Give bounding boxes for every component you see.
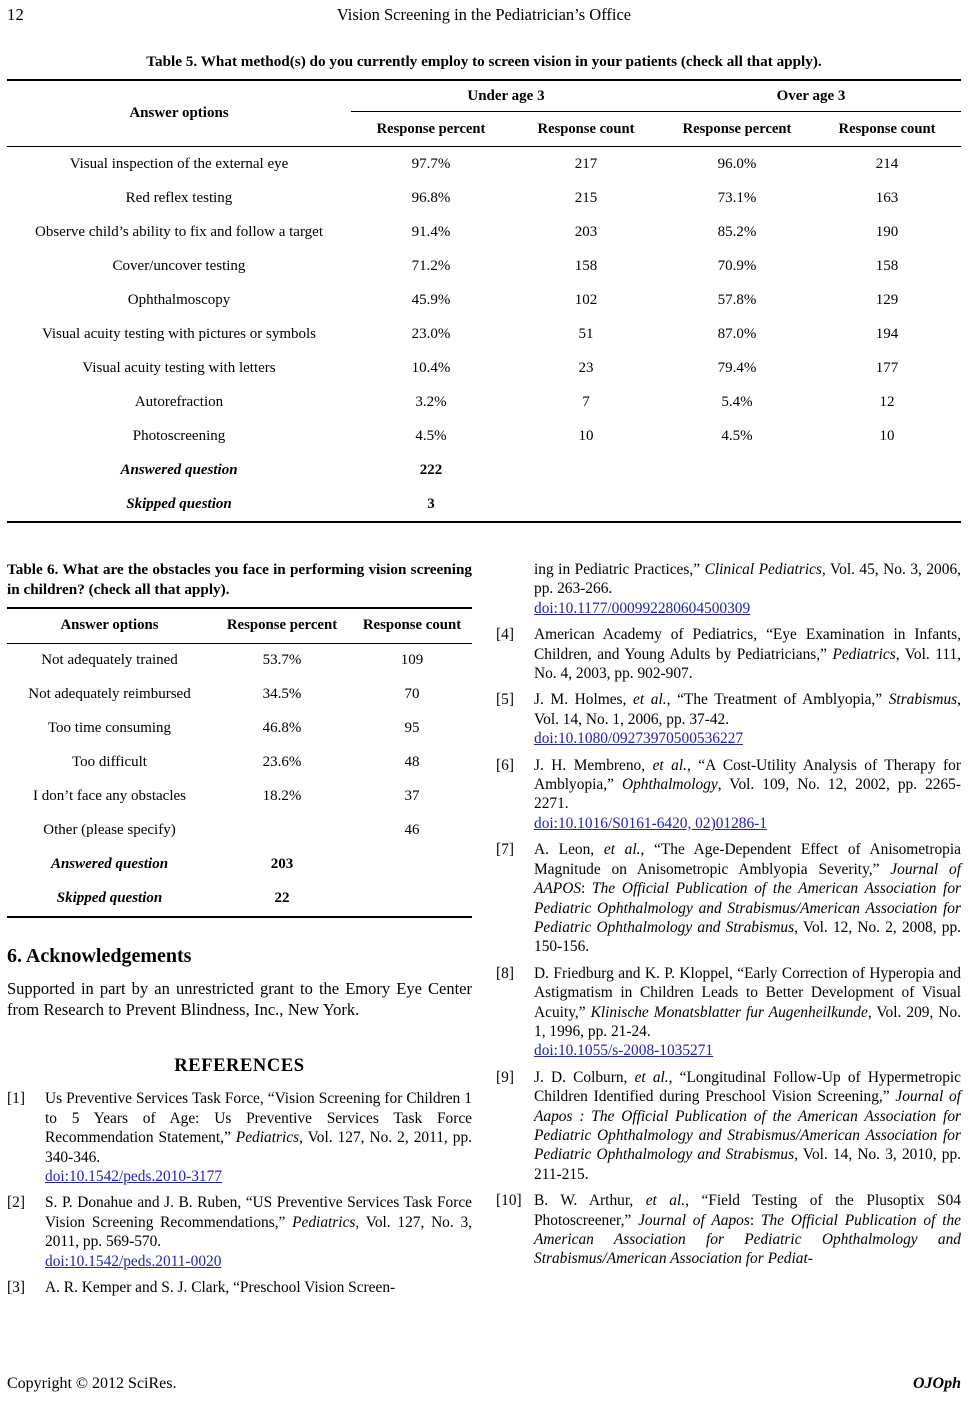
reference-item-8 [496,964,961,1061]
table5-cell-over-count: 12 [879,393,895,410]
reference-etal: et al. [603,841,641,859]
reference-text-part: J. M. Holmes, [534,691,634,709]
reference-journal-full: Journal of Aapos : The Official Publication of the American Association for Pediatric Ophthalmology and Strabismus/American Association for Pediatric Ophthalmology and Strabismus [534,1088,961,1164]
reference-text-part: : [581,880,593,898]
reference-text-part: , Vol. 109, No. 12, 2002, pp. 2265-2271. [534,776,961,813]
table5-skipped-value: 3 [427,495,435,512]
table6-col-response-count: Response count [362,617,462,633]
table5-cell-option: Ophthalmoscopy [127,291,231,308]
reference-text-part: American Academy of Pediatrics, “Eye Examination in Infants, Children, and Young Adults by Pediatricians,” [534,626,961,663]
table5-head [7,80,961,147]
table6-answered-value: 203 [270,856,294,872]
reference-text-part: , Vol. 12, No. 2, 2008, pp. 150-156. [534,918,961,956]
table5-cell-over-percent: 85.2% [717,223,757,240]
reference-text [45,1089,472,1186]
references-list-left [7,1089,472,1297]
table5-block [7,52,961,523]
reference-text-part: , “Field Testing of the Plusoptix S04 Photoscreener,” [534,1192,961,1229]
reference-text-part: , Vol. 127, No. 2, 2011, pp. 340-346. [45,1129,472,1166]
table-row [7,712,472,746]
table6-cell-percent: 18.2% [262,788,302,804]
reference-marker: [6] [496,756,514,774]
table-row [7,780,472,814]
page-number: 12 [7,5,24,24]
reference-item-7 [496,840,961,956]
table6-cell-option: Too time consuming [47,720,172,736]
table-row [7,643,472,678]
reference-item-3-continuation [534,560,961,618]
reference-marker: [8] [496,964,514,982]
table5-cell-under-percent: 3.2% [415,393,447,410]
table5-cell-option: Visual inspection of the external eye [69,155,289,172]
table6-cell-option: Not adequately trained [41,652,178,668]
table5-cell-under-count: 203 [574,223,598,240]
table5-cell-over-count: 10 [879,427,895,444]
doi-link[interactable]: doi:10.1542/peds.2011-0020 [45,1252,222,1270]
reference-text-part: , Vol. 45, No. 3, 2006, pp. 263-266. [534,561,961,598]
table5-cell-under-percent: 71.2% [411,257,451,274]
table5-answered-value: 222 [419,461,443,478]
table6-cell-option: Too difficult [72,754,147,770]
references-heading: REFERENCES [174,1056,305,1077]
table5-cell-over-percent: 96.0% [717,155,757,172]
reference-text-part: D. Friedburg and K. P. Kloppel, “Early Correction of Hyperopia and Astigmatism in Children Leads to Better Development of Visual Acuity,” [534,964,961,1021]
doi-link[interactable]: doi:10.1055/s-2008-1035271 [534,1042,714,1060]
table-row [7,678,472,712]
reference-journal: Journal of Aapos [638,1211,750,1229]
journal-abbreviation: OJOph [912,1375,961,1392]
table-row [7,147,961,182]
table5-cell-under-count: 217 [574,155,598,172]
table6-col-response-percent: Response percent [226,617,338,633]
reference-journal: Pediatrics [292,1213,356,1231]
table6-col-answer-options: Answer options [60,617,159,633]
table5-group-over-age-3: Over age 3 [661,80,961,112]
table5-cell-over-count: 190 [875,223,899,240]
table5-cell-over-percent: 57.8% [717,291,757,308]
table5-answered-label: Answered question [120,461,238,478]
table5-col-over-response-percent: Response percent [682,120,792,137]
table5-cell-under-count: 158 [574,257,598,274]
table-row [7,181,961,215]
reference-item-2 [7,1193,472,1271]
reference-journal: Journal of AAPOS [534,860,961,898]
table5-cell-under-count: 215 [574,189,598,206]
table-row [7,746,472,780]
table6-cell-count: 70 [404,686,420,702]
table6-cell-count: 46 [404,822,420,838]
acknowledgements-heading: 6. Acknowledgements [7,944,192,967]
table6-cell-percent: 23.6% [262,754,302,770]
reference-marker: [5] [496,691,514,709]
table5 [7,79,961,523]
table5-cell-option: Red reflex testing [125,189,233,206]
table5-group-header-row [7,80,961,112]
reference-text [45,1193,472,1271]
reference-text-part: , “A Cost-Utility Analysis of Therapy for Amblyopia,” [534,756,961,794]
running-head-title: Vision Screening in the Pediatrician’s Office [336,5,632,24]
reference-text-part: , Vol. 14, No. 1, 2006, pp. 37-42. [534,691,961,728]
table6-cell-percent [212,814,352,848]
table5-cell-under-count: 51 [578,325,594,342]
references-list-right [496,560,961,1269]
table5-cell-over-percent: 87.0% [717,325,757,342]
left-column [7,560,472,1304]
table5-cell-under-percent: 45.9% [411,291,451,308]
reference-text-part: Us Preventive Services Task Force, “Vision Screening for Children 1 to 5 Years of Age: Us Preventive Services Task Force Recommendation Statement,” [45,1090,472,1147]
table5-cell-under-count: 23 [578,359,594,376]
reference-text-part: , “Longitudinal Follow-Up of Hypermetropic Children Identified during Preschool Vision Screening,” [534,1068,961,1106]
doi-link[interactable]: doi:10.1080/09273970500536227 [534,730,744,748]
running-head [7,5,961,27]
table5-cell-over-percent: 73.1% [717,189,757,206]
table5-col-under-response-percent: Response percent [376,120,486,137]
reference-text-part: , “The Age-Dependent Effect of Anisometropia Magnitude on Anisometropic Amblyopia Severity,” [534,841,961,878]
reference-text [534,1068,961,1184]
reference-item-5 [496,690,961,748]
table-row [7,215,961,249]
table6-cell-count: 37 [404,788,420,804]
table-row [7,385,961,419]
table5-cell-under-percent: 96.8% [411,189,451,206]
table5-caption: Table 5. What method(s) do you currently employ to screen vision in your patients (check all that apply). [146,53,822,70]
table5-cell-under-percent: 10.4% [411,359,451,376]
reference-journal: Pediatrics [832,645,896,663]
reference-marker: [2] [7,1194,25,1212]
table6-cell-percent: 53.7% [262,652,302,668]
table5-cell-option: Visual acuity testing with letters [82,359,276,376]
table6-header-row [7,608,472,644]
table-row [7,419,961,453]
table5-cell-under-count: 10 [578,427,594,444]
table5-cell-over-percent: 5.4% [721,393,753,410]
reference-journal: Pediatrics [235,1129,300,1147]
reference-journal-full: The Official Publication of the American Association for Pediatric Ophthalmology and Strabismus/American Association for Pediatric Ophthalmology and Strabismus [534,880,962,936]
reference-text-part: ing in Pediatric Practices,” [534,561,705,578]
table5-col-answer-options: Answer options [129,105,229,122]
reference-text [534,1191,961,1269]
reference-marker: [4] [496,626,514,644]
reference-marker: [9] [496,1068,514,1086]
doi-link[interactable]: doi:10.1016/S0161-6420, 02)01286-1 [534,814,767,832]
reference-journal: Clinical Pediatrics [704,561,822,578]
reference-etal: et al. [645,1192,686,1210]
table5-cell-over-count: 158 [875,257,899,274]
table6-cell-percent: 34.5% [262,686,302,702]
table5-cell-under-percent: 4.5% [415,427,447,444]
reference-item-9 [496,1068,961,1184]
table6-cell-option: Other (please specify) [43,822,176,838]
reference-text-part: S. P. Donahue and J. B. Ruben, “US Preventive Services Task Force Vision Screening Recommendations,” [45,1194,472,1231]
table5-skipped-label: Skipped question [126,495,232,512]
table5-cell-option: Photoscreening [132,427,226,444]
doi-link[interactable]: doi:10.1177/000992280604500309 [534,599,751,617]
copyright-text: Copyright © 2012 SciRes. [7,1375,177,1392]
table5-cell-under-percent: 23.0% [411,325,451,342]
table6-caption: Table 6. What are the obstacles you face in performing vision screening in children? (check all that apply). [7,561,472,598]
table5-col-over-response-count: Response count [838,120,936,137]
reference-journal-full: The Official Publication of the American Association for Pediatric Ophthalmology and Strabismus/American Association for Pediat- [534,1211,962,1268]
reference-text [534,625,961,683]
reference-text-part: A. Leon, [534,841,604,859]
table-row [7,317,961,351]
table6-body [7,643,472,917]
reference-text [534,690,961,748]
acknowledgements-text: Supported in part by an unrestricted grant to the Emory Eye Center from Research to Prevent Blindness, Inc., New York. [7,978,472,1019]
reference-text-part: , Vol. 209, No. 1, 1996, pp. 21-24. [534,1003,961,1040]
table6-skipped-row [7,882,472,917]
table6-cell-count: 95 [404,720,420,736]
table5-cell-over-count: 177 [875,359,899,376]
table-row [7,283,961,317]
table6 [7,607,472,918]
reference-item-1 [7,1089,472,1186]
table5-answered-row [7,453,961,487]
reference-item-3 [7,1278,472,1297]
table6-cell-count: 48 [404,754,420,770]
table5-cell-over-percent: 79.4% [717,359,757,376]
right-column [496,560,961,1276]
reference-text-part: , Vol. 14, No. 3, 2010, pp. 211-215. [534,1146,961,1183]
reference-marker: [7] [496,841,514,859]
table5-cell-under-count: 7 [582,393,590,410]
reference-text-part: J. H. Membreno, [534,756,653,774]
reference-text [534,840,961,956]
reference-journal: Ophthalmology [621,776,718,794]
reference-text-part: : [749,1211,761,1229]
table-row [7,351,961,385]
table6-cell-percent: 46.8% [262,720,302,736]
reference-etal: et al. [652,756,687,774]
table5-cell-over-count: 129 [875,291,899,308]
reference-text [534,756,961,834]
reference-marker: [10] [496,1192,522,1210]
table5-body [7,147,961,523]
reference-item-4 [496,625,961,683]
table5-cell-over-count: 163 [875,189,899,206]
table5-cell-option: Visual acuity testing with pictures or symbols [41,325,317,342]
table5-cell-option: Cover/uncover testing [112,257,246,274]
reference-text-part: , “The Treatment of Amblyopia,” [666,691,889,709]
reference-text-part: , Vol. 127, No. 3, 2011, pp. 569-570. [45,1213,473,1251]
table6-cell-option: I don’t face any obstacles [33,788,186,804]
reference-text-part: J. D. Colburn, [534,1068,635,1086]
table6-answered-label: Answered question [50,856,169,872]
table5-cell-over-count: 214 [875,155,899,172]
reference-text: A. R. Kemper and S. J. Clark, “Preschool Vision Screen- [45,1279,396,1297]
table6-cell-count: 109 [400,652,424,668]
table5-group-under-age-3: Under age 3 [351,80,661,112]
table6-head [7,608,472,644]
table6-skipped-label: Skipped question [56,890,163,906]
reference-item-10 [496,1191,961,1269]
table6-cell-option: Not adequately reimbursed [28,686,191,702]
reference-marker: [3] [7,1279,25,1297]
reference-etal: et al. [633,691,667,709]
reference-marker: [1] [7,1090,25,1108]
table5-skipped-row [7,487,961,522]
reference-journal: Strabismus [888,691,958,709]
doi-link[interactable]: doi:10.1542/peds.2010-3177 [45,1168,222,1185]
reference-journal: Klinische Monatsblatter fur Augenheilkunde [590,1003,868,1021]
table6-answered-row [7,848,472,882]
reference-text-part: B. W. Arthur, [534,1192,646,1210]
table5-cell-option: Observe child’s ability to fix and follow a target [35,223,323,240]
table5-cell-over-count: 194 [875,325,899,342]
table5-col-under-response-count: Response count [537,120,635,137]
table6-skipped-value: 22 [274,890,290,906]
table5-cell-under-percent: 91.4% [411,223,451,240]
table5-cell-under-percent: 97.7% [411,155,451,172]
reference-item-6 [496,756,961,834]
reference-etal: et al. [634,1068,669,1086]
table5-cell-over-percent: 70.9% [717,257,757,274]
table5-cell-over-percent: 4.5% [721,427,753,444]
reference-text-part: , Vol. 111, No. 4, 2003, pp. 902-907. [534,645,961,683]
table-row [7,249,961,283]
table5-cell-option: Autorefraction [134,393,224,410]
table-row [7,814,472,848]
reference-text [534,964,961,1061]
table5-cell-under-count: 102 [574,291,598,308]
